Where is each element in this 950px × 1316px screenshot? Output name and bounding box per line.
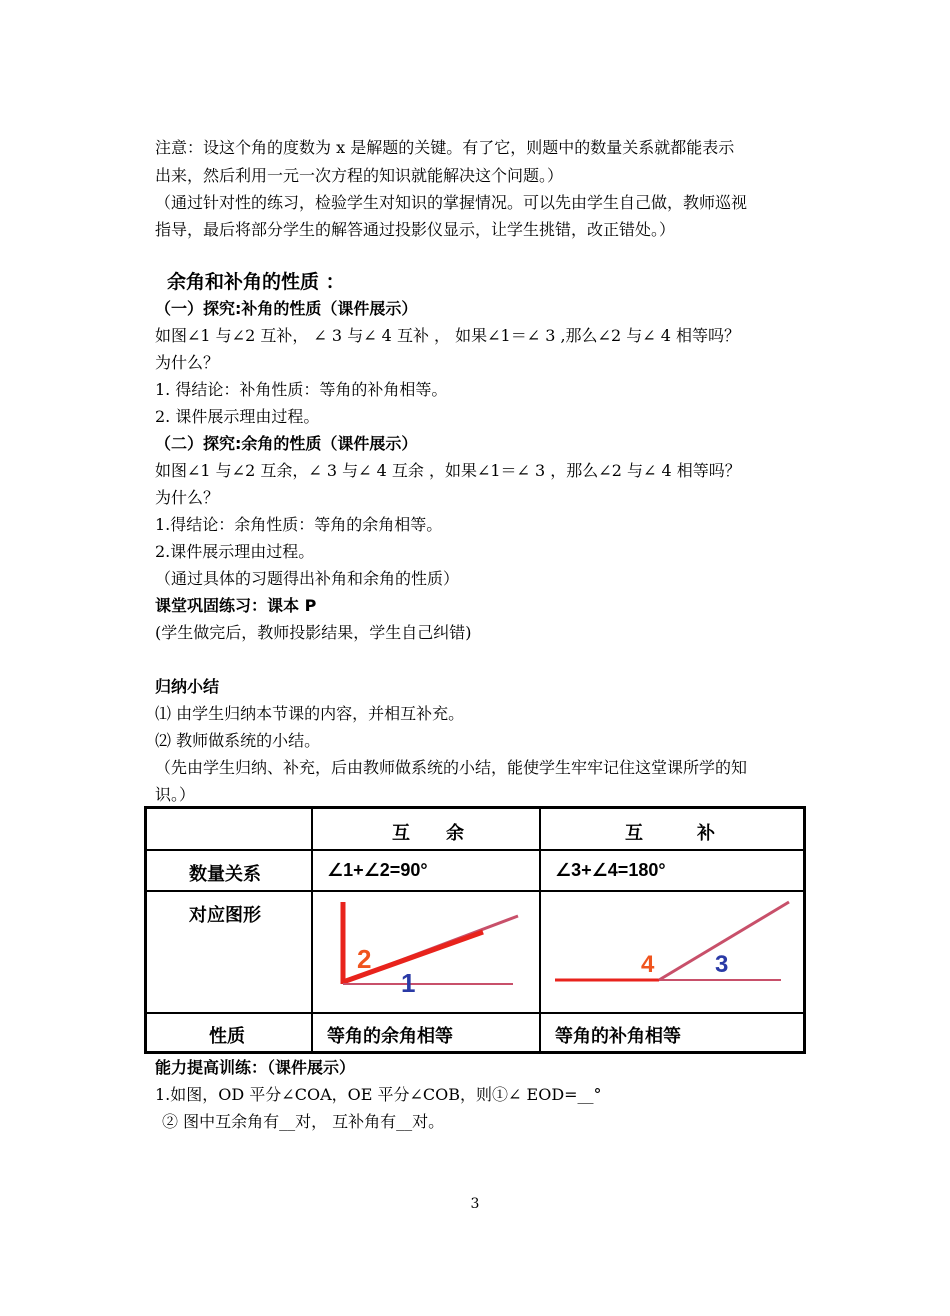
page-number: 3 (470, 1196, 480, 1212)
angle-label-3: 3 (715, 951, 729, 978)
comparison-table (144, 806, 806, 1054)
part2-item-1: 1.得结论：余角性质：等角的余角相等。 (155, 515, 443, 534)
section-title: 余角和补角的性质 ： (167, 271, 345, 293)
row-figure-label: 对应图形 (189, 905, 261, 925)
part1-item-1: 1. 得结论：补角性质：等角的补角相等。 (155, 380, 448, 399)
angle-label-4: 4 (641, 951, 655, 978)
row-quantity-label: 数量关系 (189, 864, 261, 884)
part2-note: （通过具体的习题得出补角和余角的性质） (155, 569, 460, 588)
intro-line-4: 指导，最后将部分学生的解答通过投影仪显示，让学生挑错，改正错处。） (155, 220, 676, 239)
complement-relation: ∠1+∠2=90° (327, 860, 428, 880)
complement-property: 等角的余角相等 (327, 1026, 453, 1046)
complementary-angles-figure (313, 892, 539, 1012)
summary-note-line-1: （先由学生归纳、补充，后由教师做系统的小结，能使学生牢牢记住这堂课所学的知 (155, 758, 748, 777)
intro-line-2: 出来，然后利用一元一次方程的知识就能解决这个问题。） (155, 166, 564, 185)
exercise-title: 能力提高训练：（课件展示） (155, 1058, 356, 1077)
practice-note: (学生做完后，教师投影结果，学生自己纠错) (155, 623, 472, 642)
row-property-label: 性质 (209, 1026, 245, 1046)
part2-question-line-2: 为什么？ (155, 488, 220, 507)
intro-line-1: 注意：设这个角的度数为 x 是解题的关键。有了它，则题中的数量关系就都能表示 (155, 138, 735, 157)
part1-heading: （一）探究:补角的性质（课件展示） (155, 299, 418, 318)
part1-question-line-2: 为什么？ (155, 353, 220, 372)
part1-item-2: 2. 课件展示理由过程。 (155, 407, 320, 426)
header-supplement: 互 补 (625, 823, 715, 843)
exercise-question-1: 1.如图，OD 平分∠COA，OE 平分∠COB，则①∠ EOD=__° (155, 1085, 602, 1104)
table-row-divider (147, 849, 803, 851)
summary-item-1: ⑴ 由学生归纳本节课的内容，并相互补充。 (155, 704, 465, 723)
supplement-property: 等角的补角相等 (555, 1026, 681, 1046)
summary-note-line-2: 识。） (155, 785, 196, 804)
table-row-divider (147, 1012, 803, 1014)
header-complement: 互 余 (392, 823, 464, 843)
intro-line-3: （通过针对性的练习，检验学生对知识的掌握情况。可以先由学生自己做，教师巡视 (155, 193, 748, 212)
part2-question-line-1: 如图∠1 与∠2 互余，∠ 3 与∠ 4 互余 ，如果∠1＝∠ 3 ，那么∠2 与∠ 4 相等吗？ (155, 461, 741, 480)
summary-item-2: ⑵ 教师做系统的小结。 (155, 731, 321, 750)
part2-item-2: 2.课件展示理由过程。 (155, 542, 315, 561)
supplementary-angles-figure (541, 892, 803, 1012)
part1-question-line-1: 如图∠1 与∠2 互补， ∠ 3 与∠ 4 互补 ， 如果∠1＝∠ 3 ,那么∠2 与∠ 4 相等吗？ (155, 326, 740, 345)
angle-label-1: 1 (401, 968, 416, 998)
exercise-question-2: ② 图中互余角有__对， 互补角有__对。 (162, 1112, 445, 1131)
angle-label-2: 2 (357, 944, 372, 974)
summary-title: 归纳小结 (155, 677, 220, 696)
part2-heading: （二）探究:余角的性质（课件展示） (155, 434, 418, 453)
supplement-relation: ∠3+∠4=180° (555, 860, 666, 880)
practice-heading: 课堂巩固练习：课本 P (155, 596, 317, 615)
